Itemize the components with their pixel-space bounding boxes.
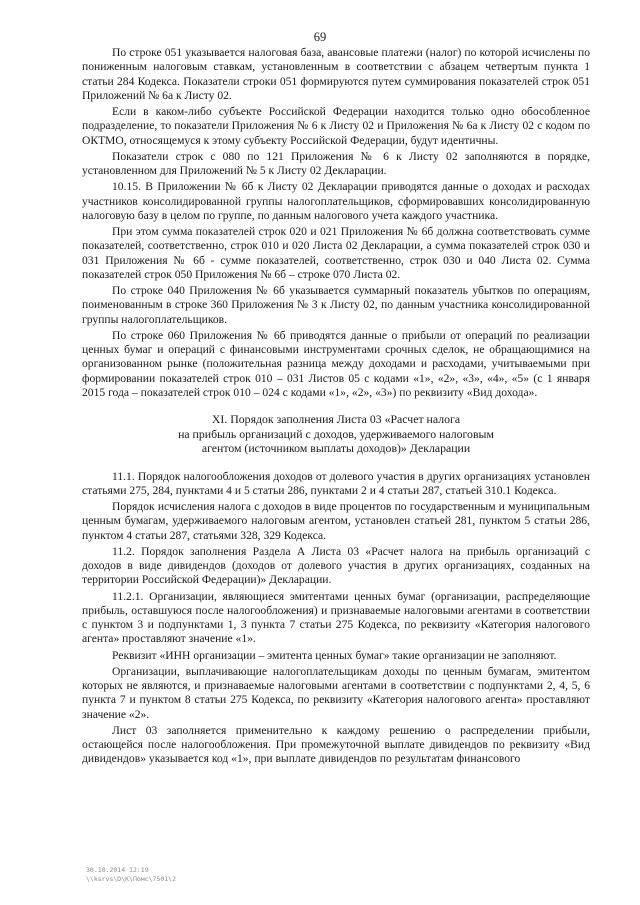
- page-number: 69: [313, 30, 327, 44]
- section-heading-line: на прибыль организаций с доходов, удерживаемого налоговым: [178, 426, 494, 441]
- paragraph: Показатели строк с 080 по 121 Приложения № 6 к Листу 02 заполняются в порядке, установленном для Приложений № 5 к Листу 02 Декларации.: [82, 149, 590, 177]
- paragraph: Реквизит «ИНН организации – эмитента ценных бумаг» такие организации не заполняют.: [112, 648, 557, 662]
- document-body: [82, 46, 590, 769]
- paragraph: По строке 060 Приложения № 6б приводятся данные о прибыли от операций по реализации ценных бумаг и операций с финансовыми инструментами срочных сделок, не обращающимися на организованном рынке (положительная разница между доходами и расходами, учитываемыми при формировании показателей строк 010 – 031 Листов 05 с кодами «1», «2», «3», «4», «5» (с 1 января 2015 года – показателей строк 010 – 024 с кодами «1», «2», «3») по реквизиту «Вид дохода».: [82, 328, 590, 399]
- section-heading-line: XI. Порядок заполнения Листа 03 «Расчет налога: [211, 412, 461, 426]
- paragraph: Организации, выплачивающие налогоплательщикам доходы по ценным бумагам, эмитентом которых не являются, и признаваемые налоговыми агентами в соответствии с подпунктами 2, 4, 5, 6 пункта 7 и пунктом 8 статьи 275 Кодекса, по реквизиту «Категория налогового агента» проставляют значение «2».: [82, 664, 590, 721]
- paragraph: Лист 03 заполняется применительно к каждому решению о распределении прибыли, остающейся после налогообложения. При промежуточной выплате дивидендов по реквизиту «Вид дивидендов» указывается код «1», при выплате дивидендов по результатам финансового: [82, 723, 590, 766]
- section-heading: [82, 412, 590, 456]
- paragraph: Если в каком-либо субъекте Российской Федерации находится только одно обособленное подразделение, то показатели Приложения № 6 к Листу 02 и Приложения № 6а к Листу 02 с кодом по ОКТМО, относящемуся к этому субъекту Российской Федерации, будут идентичны.: [82, 105, 590, 147]
- footer-stamp: [86, 866, 176, 884]
- footer-timestamp: 30.10.2014 12:19: [86, 866, 149, 874]
- section-heading-line: агентом (источником выплаты доходов)» Декларации: [201, 441, 471, 455]
- paragraph: По строке 040 Приложения № 6б указывается суммарный показатель убытков по операциям, поименованным в строке 360 Приложения № 3 к Листу 02, по данным участника консолидированной группы налогоплательщиков.: [82, 284, 590, 326]
- paragraph: При этом сумма показателей строк 020 и 021 Приложения № 6б должна соответствовать сумме показателей, соответственно, строк 010 и 020 Листа 02 Декларации, а сумма показателей строк 030 и 031 Приложения № 6б - сумме показателей, соответственно, строк 030 и 040 Листа 02. Сумма показателей строк 050 Приложения № 6б – строке 070 Листа 02.: [82, 225, 590, 281]
- paragraph: 11.2. Порядок заполнения Раздела А Листа 03 «Расчет налога на прибыль организаций с доходов в виде дивидендов (доходов от долевого участия в других организациях, созданных на территории Российской Федерации)» Декларации.: [82, 544, 590, 587]
- paragraph: Порядок исчисления налога с доходов в виде процентов по государственным и муниципальным ценным бумагам, удерживаемого налоговым агентом, установлен статьей 281, пунктом 5 статьи 286, пунктом 4 статьи 287, статьями 328, 329 Кодекса.: [82, 500, 590, 542]
- paragraph: 10.15. В Приложении № 6б к Листу 02 Декларации приводятся данные о доходах и расходах участников консолидированной группы налогоплательщиков, сформировавших консолидированную налоговую базу в целом по группе, по данным налогового учета каждого участника.: [82, 180, 590, 222]
- paragraph: 11.2.1. Организации, являющиеся эмитентами ценных бумаг (организации, распределяющие прибыль, оставшуюся после налогообложения) и признаваемые налоговыми агентами в соответствии с пунктом 3 и подпунктами 1, 3 пункта 7 статьи 275 Кодекса, по реквизиту «Категория налогового агента» проставляют значение «1».: [82, 589, 590, 646]
- paragraph: 11.1. Порядок налогообложения доходов от долевого участия в других организациях установлен статьями 275, 284, пунктами 4 и 5 статьи 286, пунктами 2 и 4 статьи 287, статьей 310.1 Кодекса.: [82, 469, 590, 497]
- paragraph: По строке 051 указывается налоговая база, авансовые платежи (налог) по которой исчислены по пониженным налоговым ставкам, установленным в соответствии с абзацем четвертым пункта 1 статьи 284 Кодекса. Показатели строки 051 формируются путем суммирования показателей строк 051 Приложений № 6а к Листу 02.: [82, 46, 590, 102]
- footer-file-path: \\ksrvs\D\К\Помс\7501\2: [86, 875, 177, 883]
